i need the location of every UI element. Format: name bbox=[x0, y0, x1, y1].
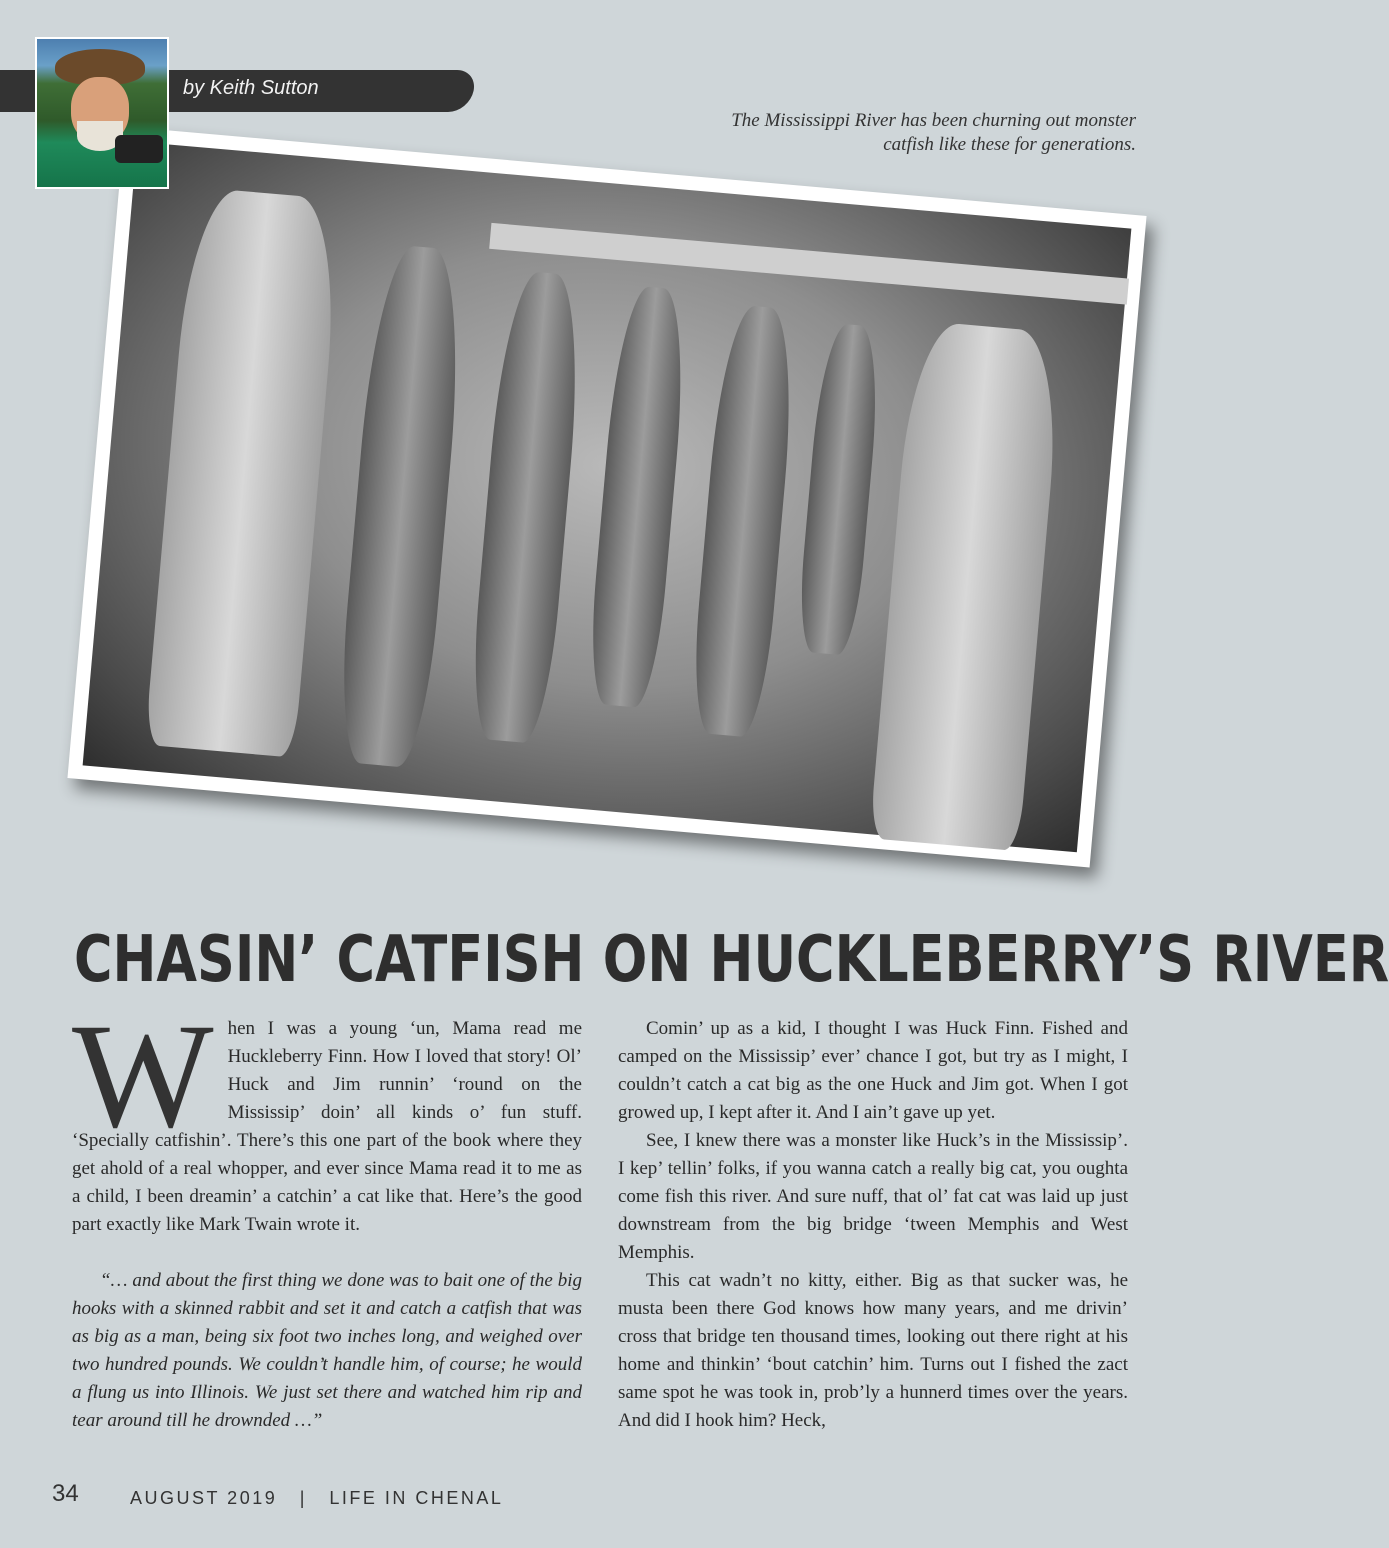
drop-cap: W bbox=[72, 993, 214, 1159]
article-quote: “… and about the first thing we done was to bait one of the big hooks with a skinned rabbit and set it and catch a catfish that was as big as a man, being six foot two inches long, and weighed over two hundred pounds. We couldn’t handle him, of course; he would a flung us into Illinois. We just set there and watched him rip and tear around till he drownded …” bbox=[72, 1270, 582, 1431]
article-paragraph: Comin’ up as a kid, I thought I was Huck Finn. Fished and camped on the Mississip’ ever’ chance I got, but try as I might, I couldn’t catch a cat big as the one Huck and Jim got. When I got growed up, I kept after it. And I ain’t gave up yet. bbox=[618, 1018, 1128, 1123]
photo-caption: The Mississippi River has been churning out monster catfish like these for generations. bbox=[731, 110, 1136, 155]
photo-beam bbox=[489, 223, 1129, 305]
article-column-left bbox=[72, 993, 582, 1435]
catfish-photo-image bbox=[83, 142, 1132, 853]
paragraph-text: hen I was a young ‘un, Mama read me Huckleberry Finn. How I loved that story! Ol’ Huck and Jim runnin’ ‘round on the Mississip’ doin’ all kinds o’ fun stuff. ‘Specially catfishin’. There’s this one part of the book where they get ahold of a real whopper, and ever since Mama read it to me as a child, I been dreamin’ a catchin’ a cat like that. Here’s the good part exactly like Mark Twain wrote it. bbox=[72, 1018, 582, 1235]
footer-publication: AUGUST 2019 | LIFE IN CHENAL bbox=[130, 1488, 504, 1508]
article-paragraph: See, I knew there was a monster like Huck’s in the Mississip’. I kep’ tellin’ folks, if you wanna catch a really big cat, you oughta come fish this river. And sure nuff, that ol’ fat cat was laid up just downstream from the big bridge ‘tween Memphis and West Memphis. bbox=[618, 1130, 1128, 1263]
camera-icon bbox=[115, 135, 163, 163]
page-number: 34 bbox=[52, 1480, 79, 1507]
photo-person-right bbox=[869, 320, 1064, 851]
article-paragraph bbox=[72, 993, 582, 1239]
photo-fish bbox=[466, 269, 587, 744]
article-paragraph: This cat wadn’t no kitty, either. Big as that sucker was, he musta been there God knows how many years, and me drivin’ cross that bridge ten thousand times, looking out there right at his home and thinkin’ ‘bout catchin’ him. Turns out I fished the zact same spot he was took in, prob’ly a hunnerd times over the years. And did I hook him? Heck, bbox=[618, 1270, 1128, 1431]
photo-fish bbox=[585, 284, 691, 709]
article-headline: CHASIN’ CATFISH ON HUCKLEBERRY’S RIVER bbox=[74, 923, 1389, 997]
byline: by Keith Sutton bbox=[183, 77, 319, 99]
photo-person-left bbox=[145, 187, 343, 758]
catfish-photo bbox=[67, 127, 1146, 868]
photo-fish bbox=[688, 304, 800, 739]
article-column-right bbox=[618, 1015, 1128, 1435]
author-photo bbox=[35, 37, 169, 189]
photo-fish bbox=[334, 243, 469, 769]
photo-fish bbox=[795, 322, 884, 656]
